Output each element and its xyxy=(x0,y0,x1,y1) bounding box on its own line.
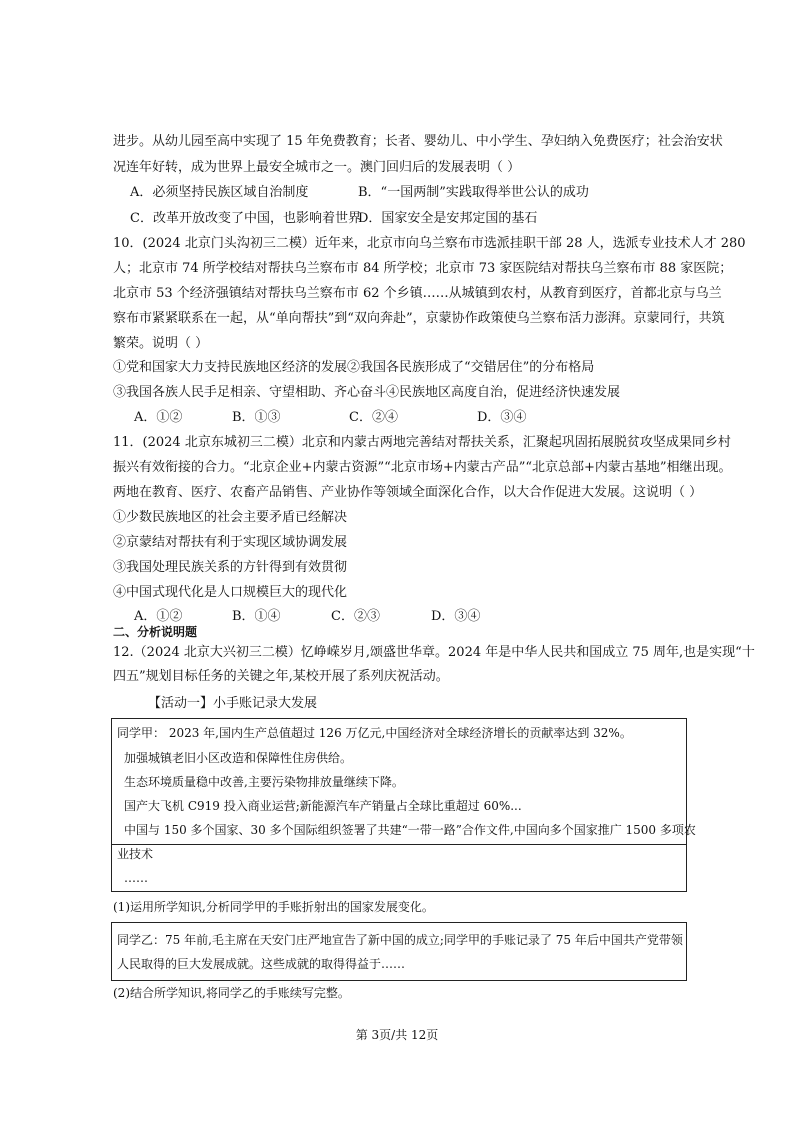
q10-line-1: 10．(2024 北京门头沟初三二模）近年来，北京市向乌兰察布市选派挂职干部 28 人，选派专业技术人才 280 xyxy=(113,236,746,251)
student-a-notebook-box xyxy=(111,718,696,845)
q9-option-c: C．改革开放改变了中国，也影响着世界 xyxy=(130,211,361,226)
box2-line-1: 同学乙：75 年前,毛主席在天安门庄严地宣告了新中国的成立;同学甲的手账记录了 75 年后中国共产党带领 xyxy=(117,933,683,947)
q9-line-2: 况连年好转，成为世界上最安全城市之一。澳门回归后的发展表明（ ） xyxy=(113,160,521,175)
q10-option-a: A．①② xyxy=(134,410,183,425)
q10-statement-1: ①党和国家大力支持民族地区经济的发展②我国各民族形成了“交错居住”的分布格局 xyxy=(113,360,595,375)
q12-line-1: 12.（2024 北京大兴初三二模）忆峥嵘岁月,颂盛世华章。2024 年是中华人民共和国成立 75 周年,也是实现“十 xyxy=(113,645,755,660)
student-b-notebook-box xyxy=(111,922,687,981)
sub-question-1: (1)运用所学知识,分析同学甲的手账折射出的国家发展变化。 xyxy=(113,900,434,914)
q11-option-b: B．①④ xyxy=(232,609,281,624)
box1-line-3: 生态环境质量稳中改善,主要污染物排放量继续下降。 xyxy=(124,775,404,789)
sub-question-2: (2)结合所学知识,将同学乙的手账续写完整。 xyxy=(113,986,350,1000)
q11-statement-3: ③我国处理民族关系的方针得到有效贯彻 xyxy=(113,560,348,575)
box1-line-5: 中国与 150 多个国家、30 多个国际组织签署了共建“一带一路”合作文件,中国向多个国家推广 1500 多项农 xyxy=(124,823,696,837)
q9-line-1: 进步。从幼儿园至高中实现了 15 年免费教育；长者、婴幼儿、中小学生、孕妇纳入免费医疗；社会治安状 xyxy=(113,134,723,149)
box1-line-4: 国产大飞机 C919 投入商业运营;新能源汽车产销量占全球比重超过 60%... xyxy=(124,799,522,813)
q11-statement-4: ④中国式现代化是人口规模巨大的现代化 xyxy=(113,585,348,600)
activity-heading: 【活动一】小手账记录大发展 xyxy=(148,696,318,711)
q11-option-a: A．①② xyxy=(134,609,183,624)
q10-option-b: B．①③ xyxy=(232,410,281,425)
q11-option-c: C．②③ xyxy=(331,609,380,624)
q11-line-1: 11．(2024 北京东城初三二模）北京和内蒙古两地完善结对帮扶关系，汇聚起巩固拓展脱贫攻坚成果同乡村 xyxy=(113,435,731,450)
q10-line-4: 察布市紧紧联系在一起，从“单向帮扶”到“双向奔赴”，京蒙协作政策使乌兰察布活力澎湃。京蒙同行，共筑 xyxy=(113,311,725,326)
q12-line-2: 四五”规划目标任务的关键之年,某校开展了系列庆祝活动。 xyxy=(113,669,449,684)
q10-option-d: D．③④ xyxy=(477,410,527,425)
box1-line-7: …… xyxy=(124,871,148,885)
q9-option-b: B．“一国两制”实践取得举世公认的成功 xyxy=(358,185,589,200)
q11-option-d: D．③④ xyxy=(431,609,481,624)
section-title: 二、分析说明题 xyxy=(113,625,198,639)
q10-line-5: 繁荣。说明（ ） xyxy=(113,336,209,351)
q11-line-3: 两地在教育、医疗、农畜产品销售、产业协作等领域全面深化合作，以大合作促进大发展。这说明（ ） xyxy=(113,485,703,500)
q10-line-3: 北京市 53 个经济强镇结对帮扶乌兰察布市 62 个乡镇……从城镇到农村，从教育到医疗，首都北京与乌兰 xyxy=(113,286,722,301)
box1-line-2: 加强城镇老旧小区改造和保障性住房供给。 xyxy=(124,751,353,765)
q11-line-2: 振兴有效衔接的合力。“北京企业+内蒙古资源”“北京市场+内蒙古产品”“北京总部+内蒙古基地”相继出现。 xyxy=(113,460,732,475)
q10-line-2: 人；北京市 74 所学校结对帮扶乌兰察布市 84 所学校；北京市 73 家医院结对帮扶乌兰察布市 88 家医院； xyxy=(113,261,733,276)
q10-statement-2: ③我国各族人民手足相亲、守望相助、齐心奋斗④民族地区高度自治，促进经济快速发展 xyxy=(113,385,621,400)
q9-option-a: A．必须坚持民族区域自治制度 xyxy=(130,185,309,200)
box1-line-6: 业技术 xyxy=(117,847,154,861)
q10-option-c: C．②④ xyxy=(349,410,398,425)
q11-statement-2: ②京蒙结对帮扶有利于实现区域协调发展 xyxy=(113,535,348,550)
page-number: 第 3页/共 12页 xyxy=(355,1028,439,1042)
box2-line-2: 人民取得的巨大发展成就。这些成就的取得得益于…… xyxy=(117,957,406,971)
q11-statement-1: ①少数民族地区的社会主要矛盾已经解决 xyxy=(113,510,348,525)
box1-line-1: 同学甲： 2023 年,国内生产总值超过 126 万亿元,中国经济对全球经济增长的贡献率达到 32%。 xyxy=(117,726,632,740)
q9-option-d: D．国家安全是安邦定国的基石 xyxy=(358,211,538,226)
